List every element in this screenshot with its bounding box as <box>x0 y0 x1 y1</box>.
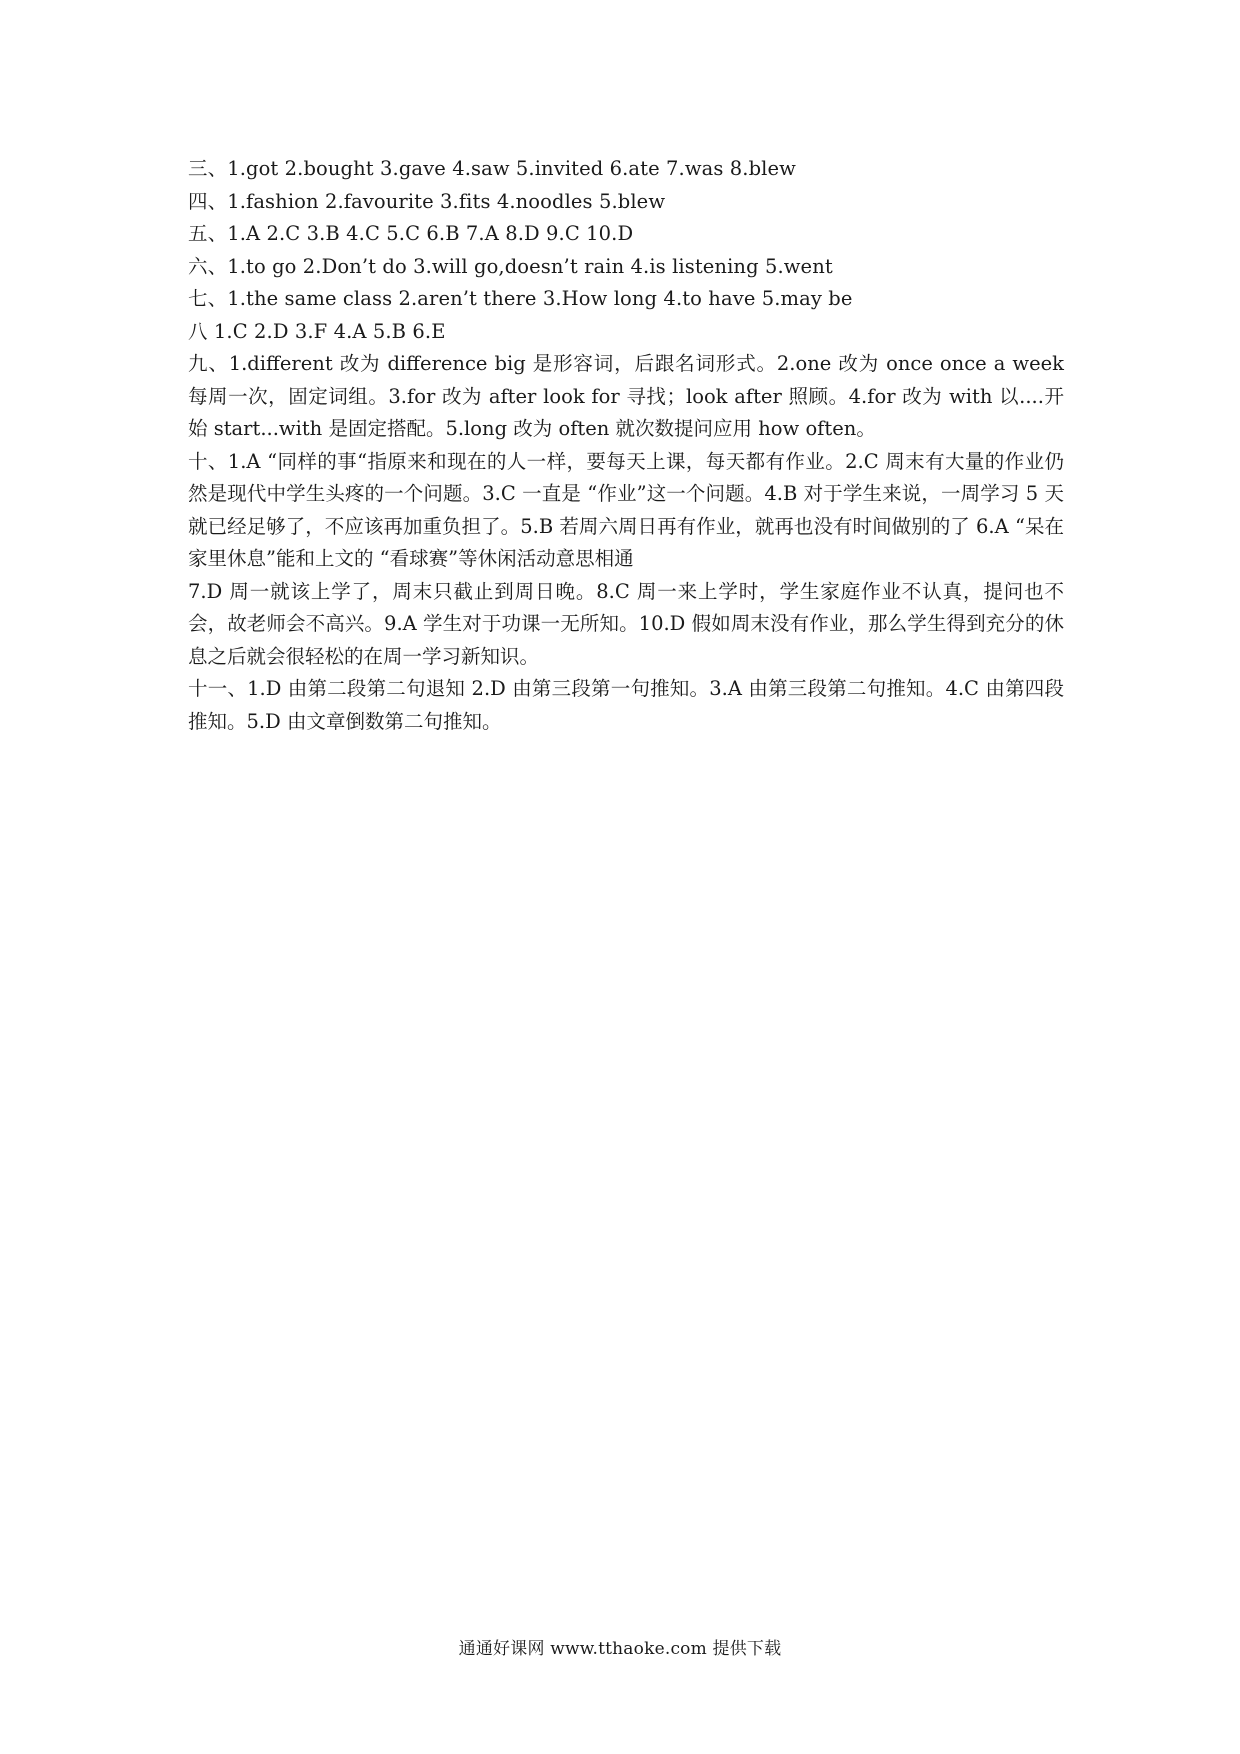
answer-line-3: 三、1.got 2.bought 3.gave 4.saw 5.invited 6.ate 7.was 8.blew <box>188 157 796 180</box>
answer-section-10-part2: 7.D 周一就该上学了，周末只截止到周日晚。8.C 周一来上学时，学生家庭作业不认真，提问也不会，故老师会不高兴。9.A 学生对于功课一无所知。10.D 假如周末没有作业，那么学生得到充分的休息之后就会很轻松的在周一学习新知识。 <box>188 579 1064 668</box>
answer-line-7: 七、1.the same class 2.aren’t there 3.How long 4.to have 5.may be <box>188 287 853 310</box>
answer-section-10-part1: 十、1.A “同样的事“指原来和现在的人一样，要每天上课，每天都有作业。2.C 周末有大量的作业仍然是现代中学生头疼的一个问题。3.C 一直是 “作业”这一个问题。4.B 对于学生来说，一周学习 5 天就已经足够了，不应该再加重负担了。5.B 若周六周日再有作业，就再也没有时间做别的了 6.A “呆在家里休息”能和上文的 “看球赛”等休闲活动意思相通 <box>188 449 1064 570</box>
page-footer: 通通好课网 www.tthaoke.com 提供下载 <box>458 1639 782 1659</box>
answer-line-4: 四、1.fashion 2.favourite 3.fits 4.noodles 5.blew <box>188 189 666 213</box>
answer-line-5: 五、1.A 2.C 3.B 4.C 5.C 6.B 7.A 8.D 9.C 10.D <box>188 222 634 245</box>
answer-section-11: 十一、1.D 由第二段第二句退知 2.D 由第三段第一句推知。3.A 由第三段第二句推知。4.C 由第四段推知。5.D 由文章倒数第二句推知。 <box>188 677 1064 733</box>
answer-section-9: 九、1.different 改为 difference big 是形容词，后跟名词形式。2.one 改为 once once a week 每周一次，固定词组。3.for 改为 after look for 寻找；look after 照顾。4.for 改为 with 以....开始 start...with 是固定搭配。5.long 改为 often 就次数提问应用 how often。 <box>188 352 1064 440</box>
answer-line-8: 八 1.C 2.D 3.F 4.A 5.B 6.E <box>188 319 446 343</box>
answer-line-6: 六、1.to go 2.Don’t do 3.will go,doesn’t rain 4.is listening 5.went <box>188 254 833 278</box>
answer-key <box>188 153 1064 738</box>
